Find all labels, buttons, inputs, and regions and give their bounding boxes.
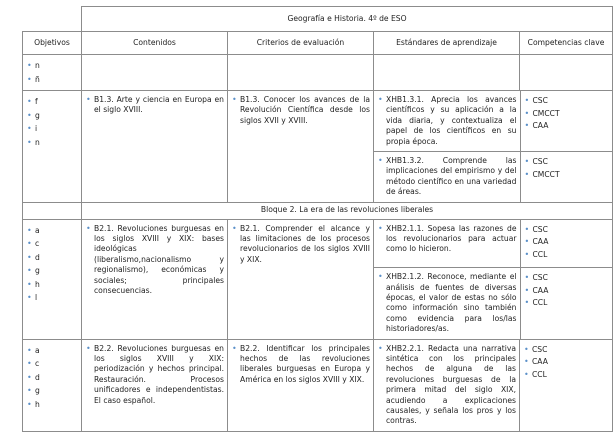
estandar-cell — [374, 220, 520, 268]
criterio-text: • B1.3. Conocer los avances de la Revolución Científica desde los siglos XVII y XVIII. — [231, 95, 370, 126]
competencias-cell — [520, 268, 613, 339]
list-item: • CAA — [524, 285, 611, 298]
criterio-cell — [228, 339, 374, 431]
competencias-cell — [520, 220, 613, 268]
table-row — [23, 219, 613, 339]
header-objetivos: Objetivos — [23, 32, 82, 55]
objetivos-cell — [23, 219, 82, 339]
header-competencias: Competencias clave — [520, 32, 613, 55]
list-item: • i — [26, 122, 78, 136]
table-row — [23, 91, 613, 203]
criterio-text: • B2.1. Comprender el alcance y las limitaciones de los procesos revolucionarios de los siglos XVIII y XIX. — [231, 224, 370, 266]
contenido-text: • B2.2. Revoluciones burguesas en los siglos XVIII y XIX: periodización y hechos principal. Restauración. Procesos unificadores e independentistas. El caso español. — [85, 344, 224, 406]
estandar-text: • XHB1.3.2. Comprende las implicaciones del empirismo y del método científico en una variedad de áreas. — [377, 156, 517, 198]
estandar-cell — [374, 339, 520, 431]
table-row — [23, 339, 613, 431]
list-item: • CAA — [524, 120, 611, 133]
list-item: • d — [26, 371, 78, 385]
contenido-cell — [82, 339, 228, 431]
competencias-cell — [520, 152, 613, 202]
block-heading: Bloque 2. La era de las revoluciones liberales — [82, 202, 613, 219]
list-item: • CSC — [524, 272, 611, 285]
list-item: • g — [26, 384, 78, 398]
list-item: • CAA — [524, 236, 611, 249]
objetivos-cell — [23, 339, 82, 431]
list-item: • CMCCT — [524, 108, 611, 121]
list-item: • h — [26, 278, 78, 292]
list-item: • ñ — [26, 73, 78, 87]
header-criterios: Criterios de evaluación — [228, 32, 374, 55]
list-item: • c — [26, 357, 78, 371]
competencias-cell — [520, 91, 613, 152]
list-item: • d — [26, 251, 78, 265]
estandar-text: • XHB2.1.2. Reconoce, mediante el análisis de fuentes de diversas épocas, el valor de estas no sólo como información sino también como evidencia para los/las historiadores/as. — [377, 272, 517, 334]
objetivos-cell — [23, 55, 82, 91]
list-item: • h — [26, 398, 78, 412]
list-item: • n — [26, 136, 78, 150]
list-item: • a — [26, 224, 78, 238]
estandar-cell — [374, 152, 520, 202]
list-item: • CSC — [523, 344, 609, 357]
criterio-cell — [228, 219, 374, 339]
contenido-text: • B1.3. Arte y ciencia en Europa en el siglo XVIII. — [85, 95, 224, 116]
contenido-text: • B2.1. Revoluciones burguesas en los siglos XVIII y XIX: bases ideológicas (liberalismo,nacionalismo y regionalismo), económicas y sociales; principales consecuencias. — [85, 224, 224, 297]
estandar-text: • XHB1.3.1. Aprecia los avances científicos y su aplicación a la vida diaria, y contextualiza el papel de los científicos en su propia época. — [377, 95, 517, 147]
list-item: • c — [26, 237, 78, 251]
list-item: • CCL — [524, 297, 611, 310]
criterio-text: • B2.2. Identificar los principales hechos de las revoluciones liberales burguesas en Europa y América en los siglos XVIII y XIX. — [231, 344, 370, 386]
header-estandares: Estándares de aprendizaje — [374, 32, 520, 55]
list-item: • n — [26, 59, 78, 73]
estandar-cell — [374, 91, 520, 152]
list-item: • CCL — [524, 249, 611, 262]
table-row — [23, 55, 613, 91]
list-item: • CCL — [523, 369, 609, 382]
table-title: Geografía e Historia. 4º de ESO — [82, 7, 613, 32]
objetivos-cell — [23, 91, 82, 203]
competencias-cell — [520, 339, 613, 431]
estandar-text: • XHB2.1.1. Sopesa las razones de los revolucionarios para actuar como lo hicieron. — [377, 224, 517, 255]
list-item: • CMCCT — [524, 169, 611, 182]
contenido-cell — [82, 219, 228, 339]
estandar-text: • XHB2.2.1. Redacta una narrativa sintética con los principales hechos de alguna de las revoluciones burguesas de la primera mitad del siglo XIX, acudiendo a explicaciones causales, y señala los pros y los contras. — [377, 344, 516, 427]
list-item: • CSC — [524, 95, 611, 108]
criterio-cell — [228, 91, 374, 203]
estandar-cell — [374, 268, 520, 339]
contenido-cell — [82, 91, 228, 203]
list-item: • CAA — [523, 356, 609, 369]
header-contenidos: Contenidos — [82, 32, 228, 55]
list-item: • a — [26, 344, 78, 358]
curriculum-table — [22, 6, 613, 432]
list-item: • g — [26, 109, 78, 123]
list-item: • l — [26, 291, 78, 305]
list-item: • CSC — [524, 224, 611, 237]
list-item: • g — [26, 264, 78, 278]
list-item: • f — [26, 95, 78, 109]
list-item: • CSC — [524, 156, 611, 169]
